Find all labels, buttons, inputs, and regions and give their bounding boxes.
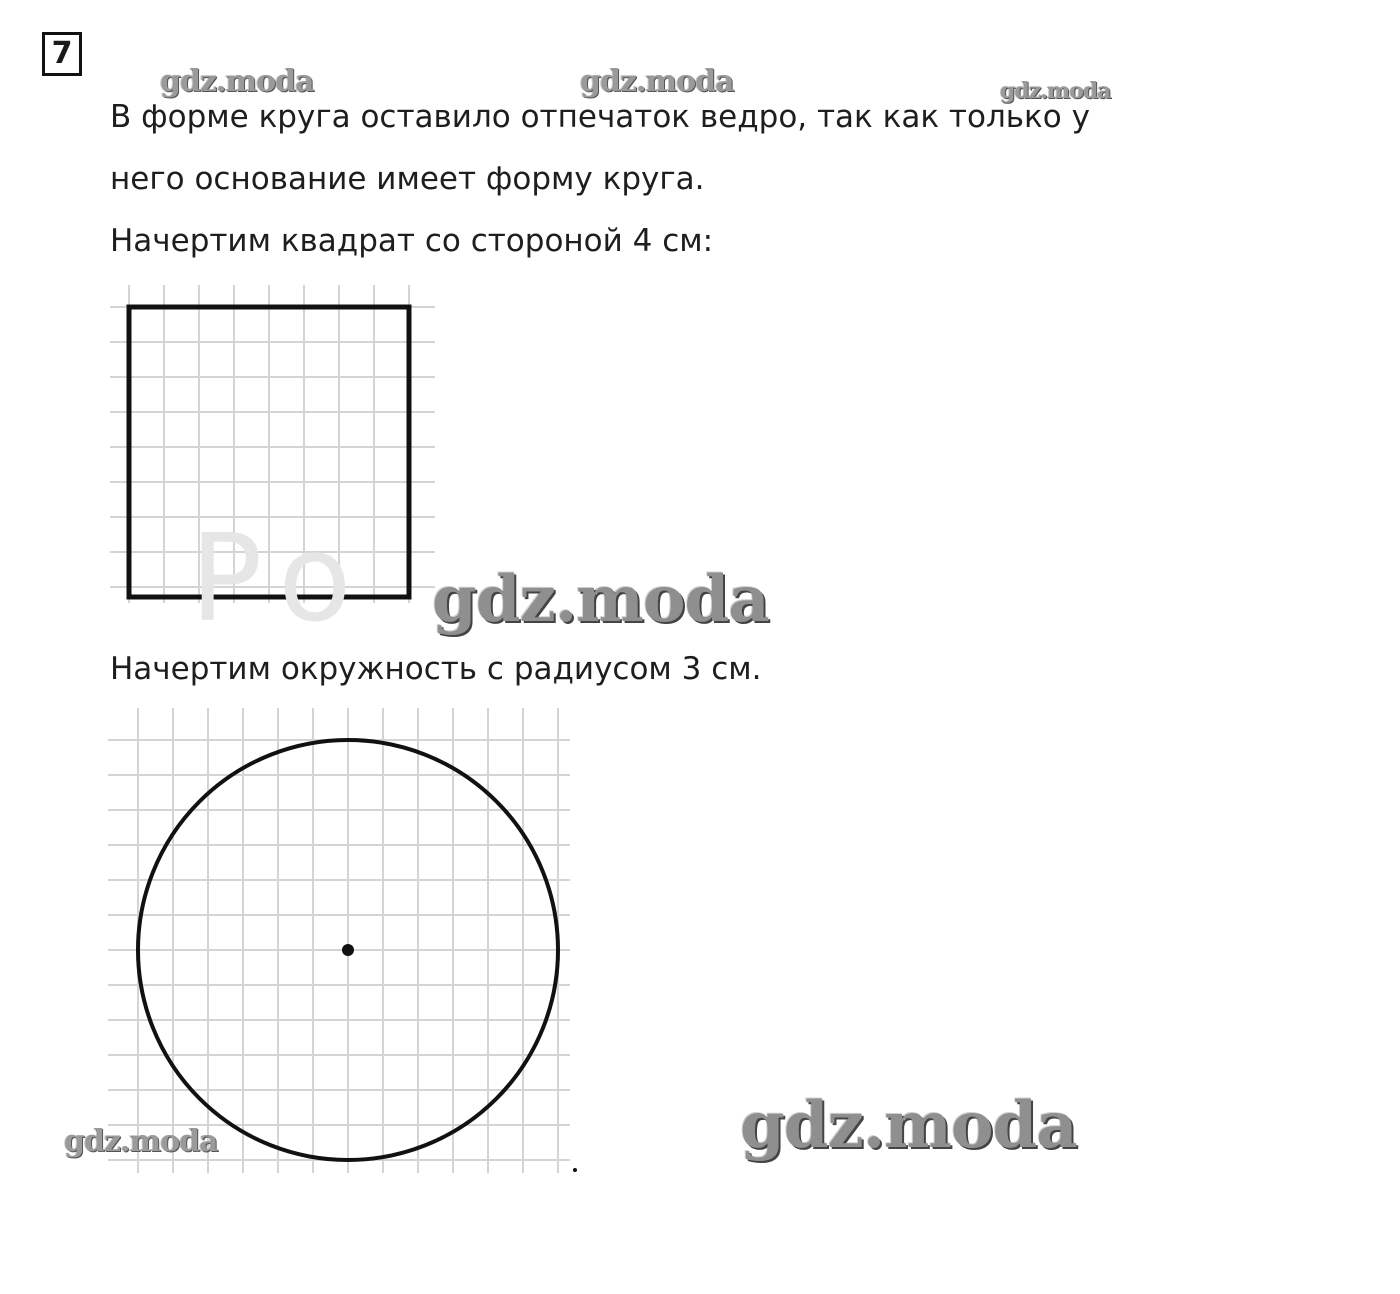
square-instruction: Начертим квадрат со стороной 4 см: xyxy=(110,223,714,259)
watermark-top-left: gdz.moda xyxy=(160,64,314,99)
watermark-top-center: gdz.moda xyxy=(580,64,734,99)
watermark-middle: gdz.moda xyxy=(432,562,769,637)
circle-instruction: Начертим окружность с радиусом 3 см. xyxy=(110,651,762,687)
watermark-bottom-right: gdz.moda xyxy=(740,1088,1077,1163)
watermark-bottom-left: gdz.moda xyxy=(64,1124,218,1159)
circle-grid xyxy=(108,708,573,1178)
task-number: 7 xyxy=(42,32,82,76)
answer-text-line-2: него основание имеет форму круга. xyxy=(110,161,705,197)
answer-text-line-1: В форме круга оставило отпечаток ведро, так как только у xyxy=(110,99,1090,135)
circle-center-point xyxy=(342,944,354,956)
trailing-period xyxy=(573,1168,577,1172)
watermark-top-right: gdz.moda xyxy=(1000,78,1111,104)
faint-background-watermark: Po xyxy=(190,510,372,649)
circle-grid-lines xyxy=(108,708,570,1173)
